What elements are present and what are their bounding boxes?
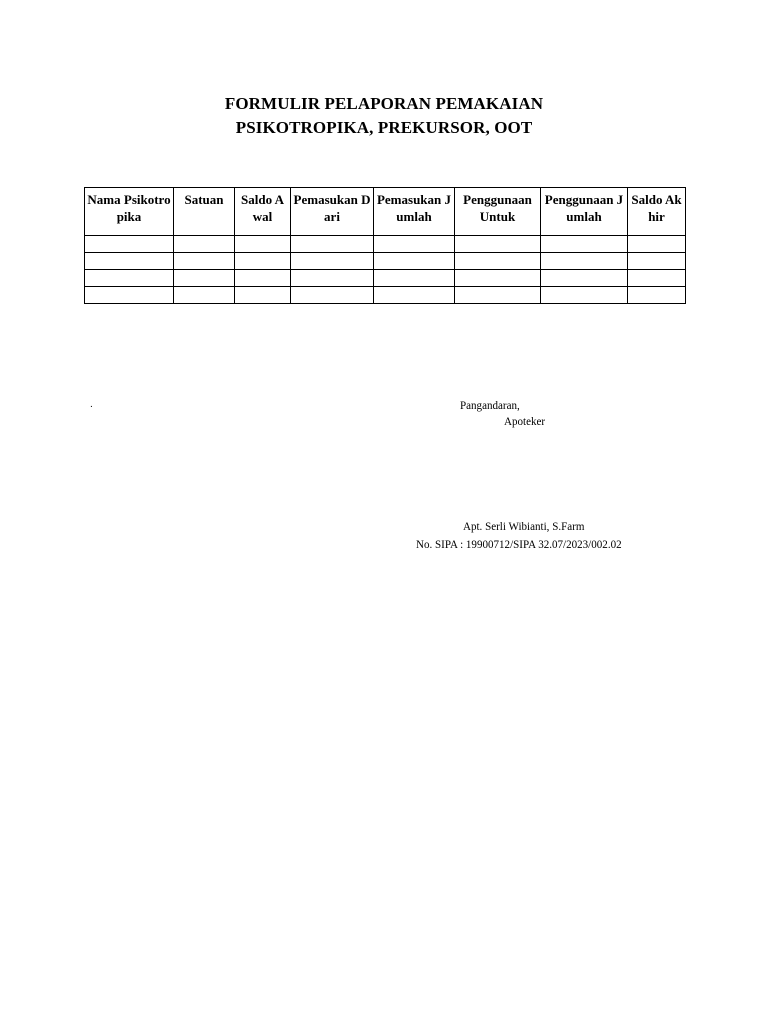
header-saldo-akhir: Saldo Akhir bbox=[628, 188, 686, 236]
header-saldo-awal: Saldo Awal bbox=[235, 188, 291, 236]
table-cell bbox=[174, 287, 235, 304]
header-pemasukan-jumlah: Pemasukan Jumlah bbox=[374, 188, 455, 236]
table-cell bbox=[291, 236, 374, 253]
form-title-line-1: FORMULIR PELAPORAN PEMAKAIAN bbox=[224, 94, 544, 113]
table-cell bbox=[455, 287, 541, 304]
header-pemasukan-dari: Pemasukan Dari bbox=[291, 188, 374, 236]
table-cell bbox=[374, 253, 455, 270]
table-cell bbox=[85, 287, 174, 304]
table-cell bbox=[174, 236, 235, 253]
table-cell bbox=[235, 236, 291, 253]
table-cell bbox=[628, 270, 686, 287]
table-cell bbox=[541, 287, 628, 304]
table-cell bbox=[455, 236, 541, 253]
signature-role: Apoteker bbox=[504, 414, 546, 428]
table-cell bbox=[85, 270, 174, 287]
license-number: No. SIPA : 19900712/SIPA 32.07/2023/002.02 bbox=[416, 537, 622, 551]
header-nama-psikotropika: Nama Psikotropika bbox=[85, 188, 174, 236]
table-cell bbox=[235, 270, 291, 287]
table-row bbox=[85, 253, 686, 270]
table-cell bbox=[291, 287, 374, 304]
header-satuan: Satuan bbox=[174, 188, 235, 236]
table-cell bbox=[628, 236, 686, 253]
form-title-line-2: PSIKOTROPIKA, PREKURSOR, OOT bbox=[235, 118, 533, 137]
table-cell bbox=[85, 253, 174, 270]
table-row bbox=[85, 270, 686, 287]
table-cell bbox=[541, 253, 628, 270]
table-cell bbox=[541, 236, 628, 253]
usage-report-table bbox=[84, 187, 686, 304]
table-cell bbox=[455, 270, 541, 287]
table-cell bbox=[455, 253, 541, 270]
table-cell bbox=[291, 270, 374, 287]
table-cell bbox=[374, 236, 455, 253]
table-cell bbox=[628, 287, 686, 304]
table-cell bbox=[235, 253, 291, 270]
table-cell bbox=[374, 270, 455, 287]
table-cell bbox=[291, 253, 374, 270]
table-row bbox=[85, 236, 686, 253]
signature-place: Pangandaran, bbox=[460, 398, 520, 412]
header-penggunaan-jumlah: Penggunaan Jumlah bbox=[541, 188, 628, 236]
stray-dot: . bbox=[90, 399, 93, 410]
table-row bbox=[85, 287, 686, 304]
table-cell bbox=[85, 236, 174, 253]
table-body bbox=[85, 236, 686, 304]
table-cell bbox=[235, 287, 291, 304]
table-cell bbox=[174, 253, 235, 270]
table-header-row bbox=[85, 188, 686, 236]
table-cell bbox=[541, 270, 628, 287]
table-cell bbox=[174, 270, 235, 287]
table-cell bbox=[374, 287, 455, 304]
header-penggunaan-untuk: Penggunaan Untuk bbox=[455, 188, 541, 236]
signatory-name: Apt. Serli Wibianti, S.Farm bbox=[463, 519, 585, 533]
table-cell bbox=[628, 253, 686, 270]
